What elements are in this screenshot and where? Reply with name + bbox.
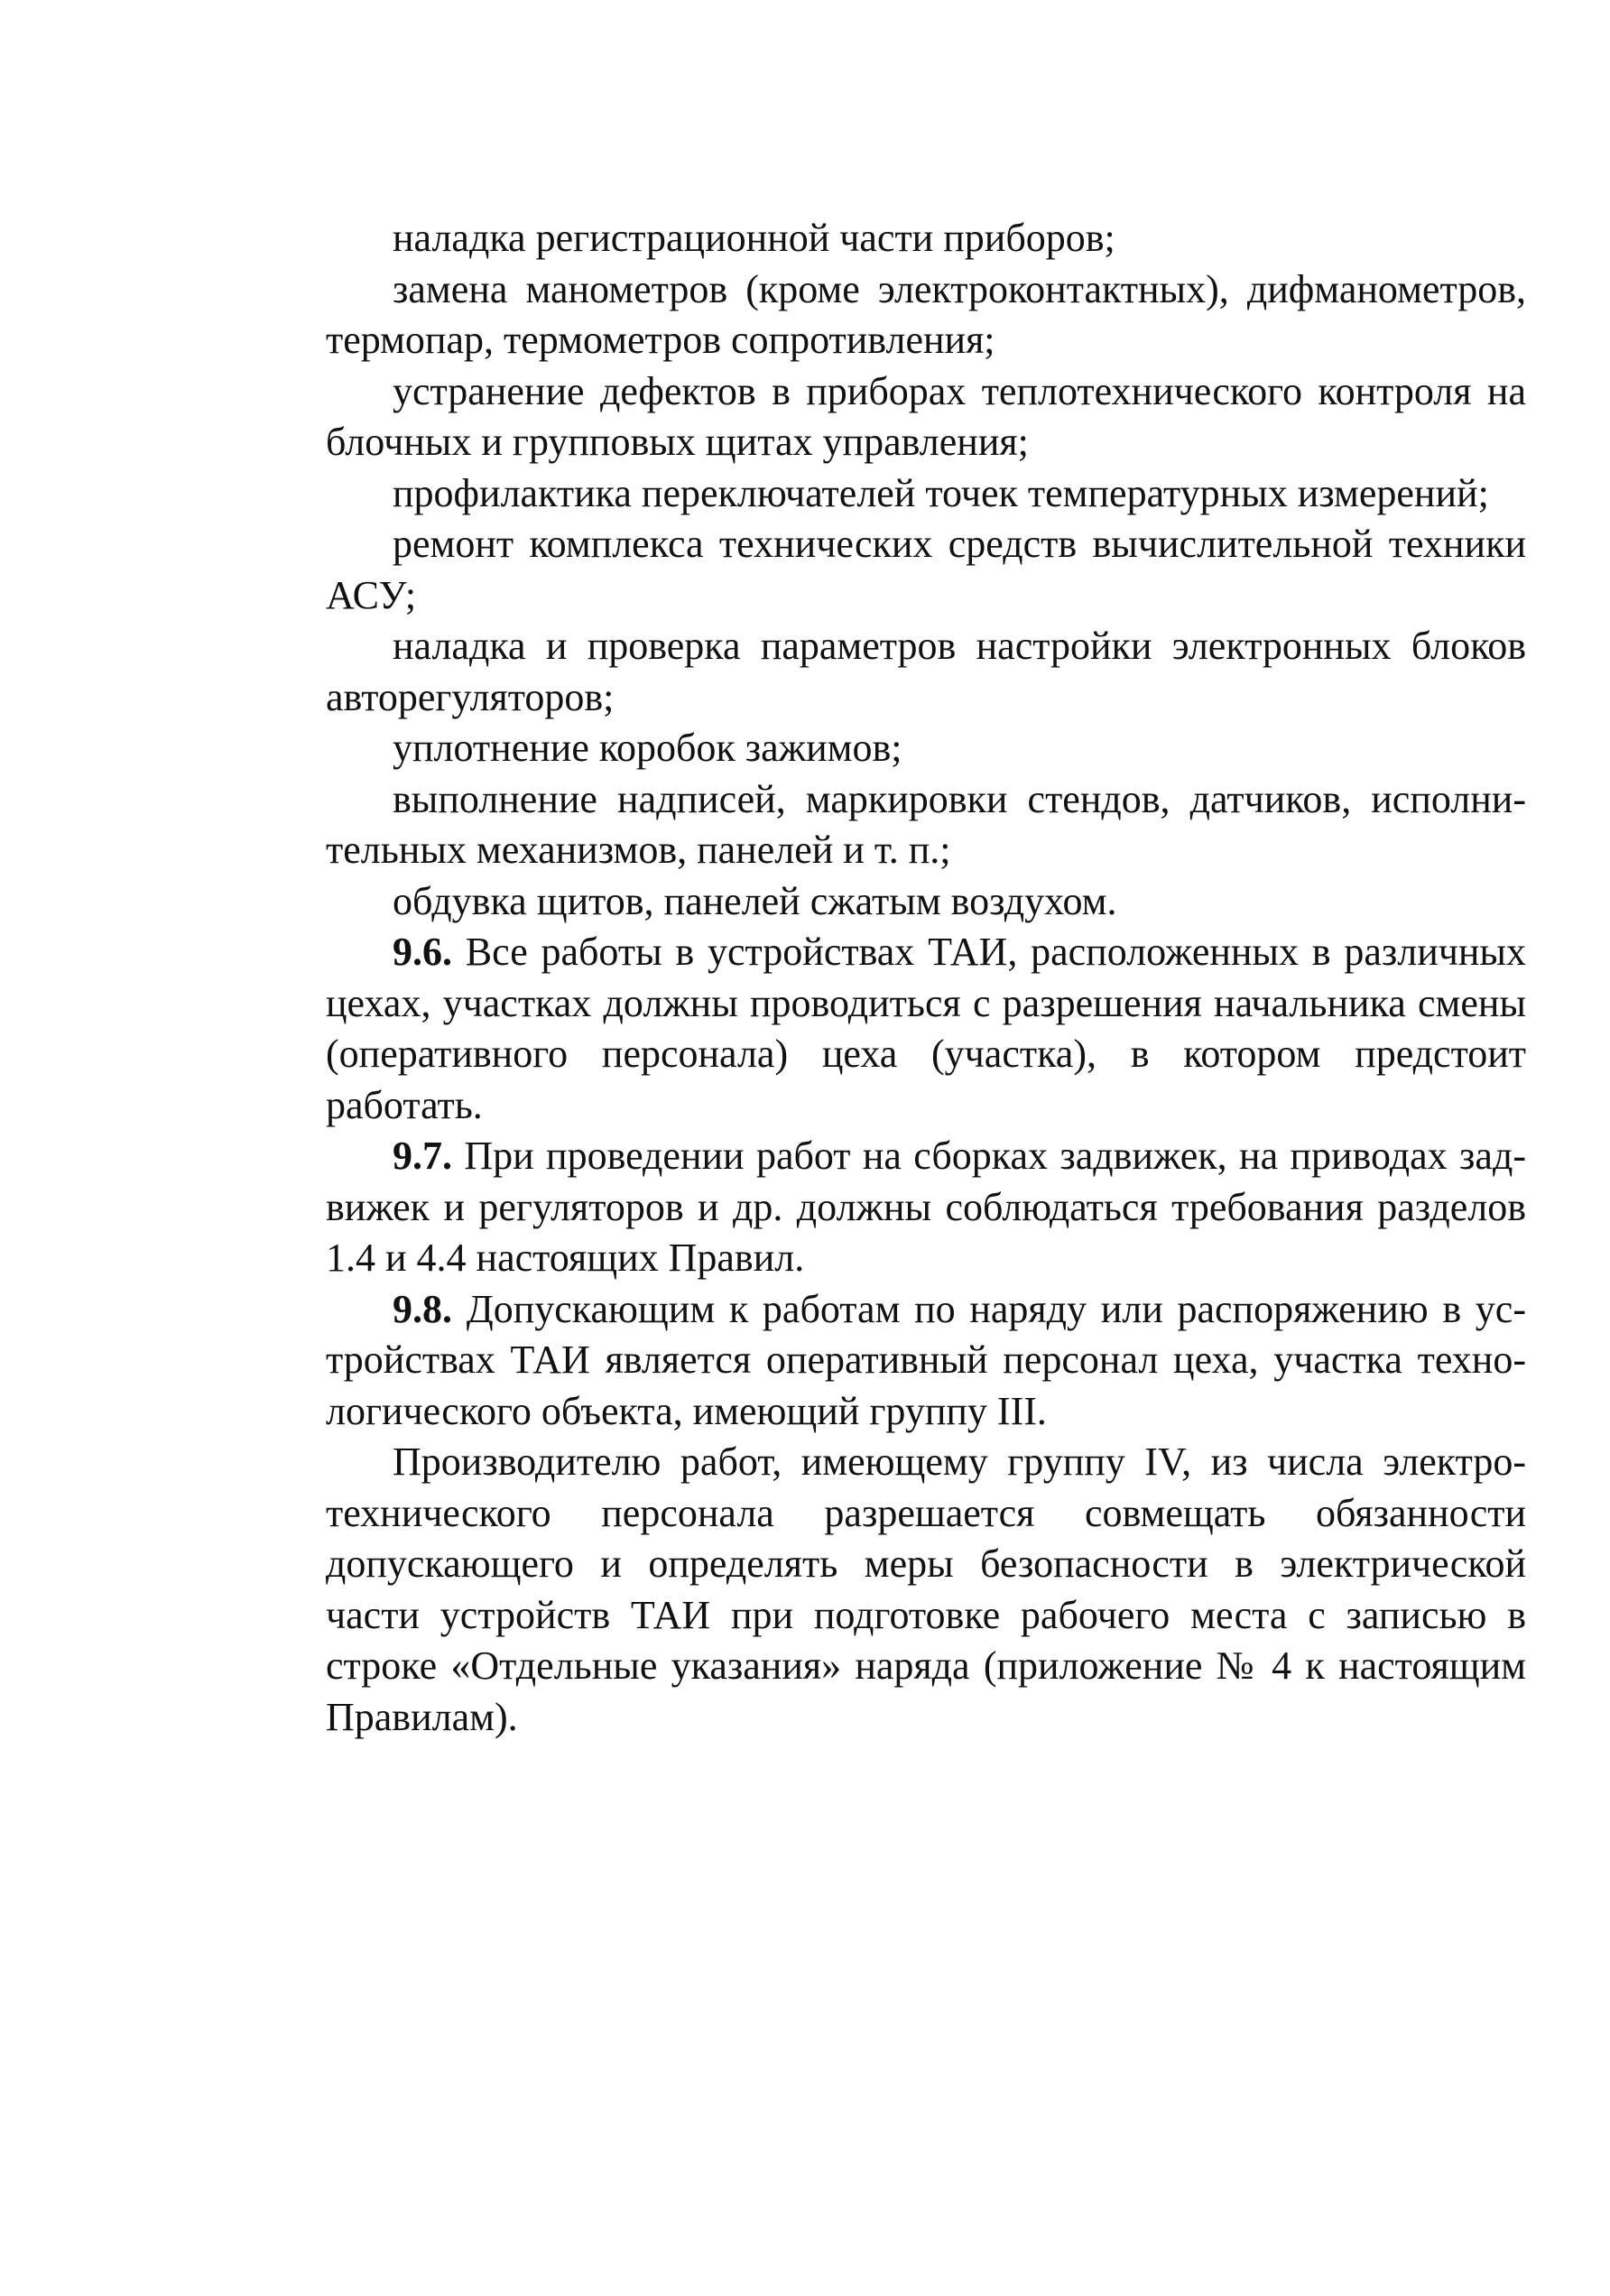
paragraph [326,213,1526,264]
paragraph-text: профилактика переключателей точек температурных измерений; [393,470,1489,515]
section-9-8 [326,1284,1526,1438]
paragraph [326,774,1526,876]
paragraph-text: наладка регистрационной части приборов; [393,216,1115,260]
paragraph-text: Все работы в устройствах ТАИ, расположенных в различных цехах, участках должны проводиться с разрешения начальника смены (оперативного персонала) цеха (участка), в котором предстоит работать. [326,930,1526,1127]
paragraph-text: обдувка щитов, панелей сжатым воздухом. [393,878,1117,923]
paragraph [326,468,1526,520]
item-number: 9.6. [393,930,452,974]
paragraph [326,876,1526,928]
paragraph-text: При проведении работ на сборках задвижек, на приводах задвижек и регуляторов и др. должны соблюдаться требования разделов 1.4 и 4.4 настоящих Правил. [326,1134,1526,1280]
paragraph [326,519,1526,621]
paragraph-text: замена манометров (кроме электроконтактных), дифманометров, термопар, термометров сопротивления; [326,266,1526,362]
paragraph-text: Допускающим к работам по наряду или распоряжению в устройствах ТАИ является оперативный персонал цеха, участка технологического объекта, имеющий группу III. [326,1286,1526,1433]
paragraph-text: уплотнение коробок зажимов; [393,726,902,770]
paragraph-text: выполнение надписей, маркировки стендов, датчиков, исполнительных механизмов, панелей и т. п.; [326,776,1526,872]
paragraph-text: наладка и проверка параметров настройки электронных блоков авторегуляторов; [326,624,1526,719]
paragraph-text: Производителю работ, имеющему группу IV, из числа электротехнического персонала разрешается совмещать обязанности допускающего и определять меры безопасности в электрической части устройств ТАИ при подготовке рабочего места с записью в строке «Отдельные указания» наряда (приложение № 4 к настоящим Правилам). [326,1440,1526,1739]
item-number: 9.8. [393,1286,452,1331]
section-9-6 [326,927,1526,1131]
body-text [326,213,1526,1743]
paragraph-text: ремонт комплекса технических средств вычислительной техники АСУ; [326,522,1526,617]
item-number: 9.7. [393,1134,452,1178]
paragraph-text: устранение дефектов в приборах теплотехнического контроля на блочных и групповых щитах управления; [326,368,1526,464]
paragraph [326,723,1526,774]
paragraph [326,1437,1526,1743]
section-9-7 [326,1131,1526,1284]
paragraph [326,264,1526,366]
paragraph [326,621,1526,723]
paragraph [326,366,1526,468]
